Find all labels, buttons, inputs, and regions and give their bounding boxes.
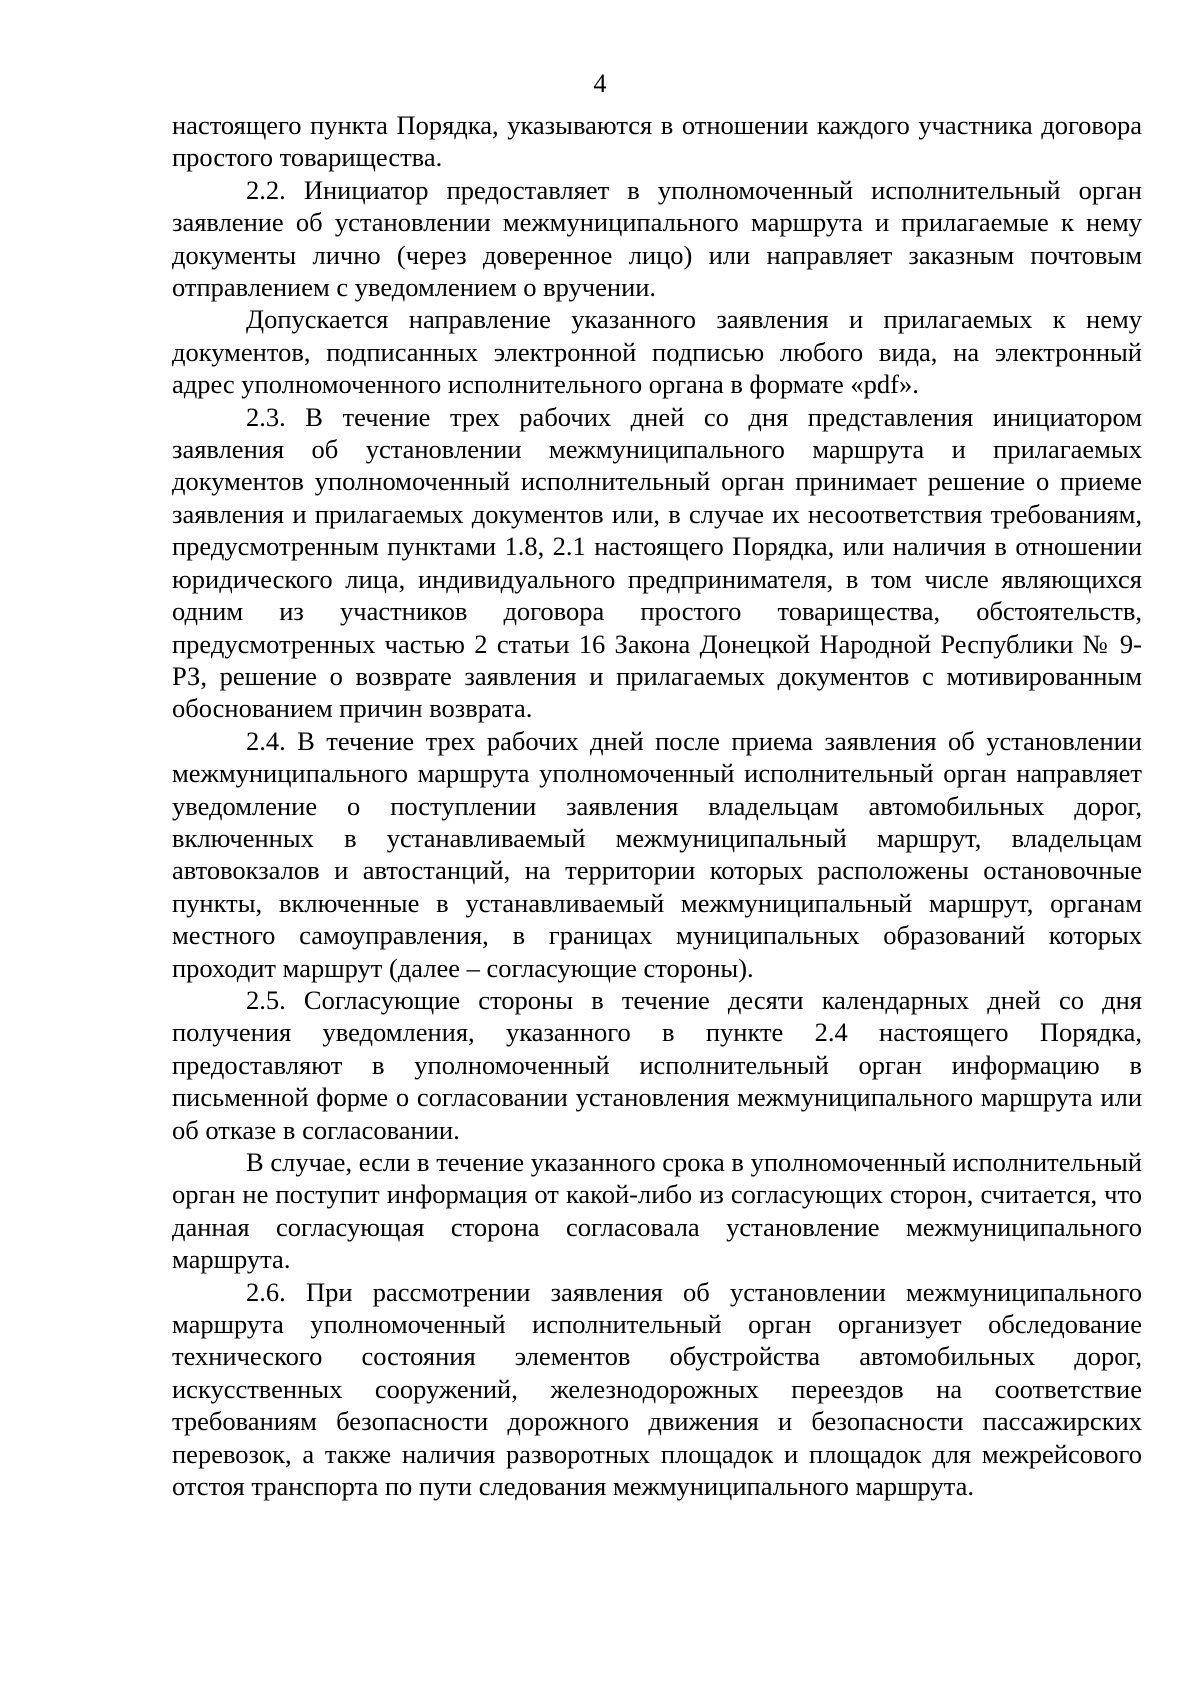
page-number: 4: [593, 69, 607, 98]
paragraph-2-2-electronic: Допускается направление указанного заявления и прилагаемых к нему документов, подписанных электронной подписью любого вида, на электронный адрес уполномоченного исполнительного органа в формате «pdf».: [172, 304, 1142, 400]
document-body: [172, 109, 1142, 1502]
paragraph-2-5-no-response: В случае, если в течение указанного срока в уполномоченный исполнительный орган не поступит информация от какой-либо из согласующих сторон, считается, что данная согласующая сторона согласовала установление межмуниципального маршрута.: [172, 1147, 1142, 1275]
paragraph-continuation: настоящего пункта Порядка, указываются в отношении каждого участника договора простого товарищества.: [172, 110, 1142, 173]
paragraph-2-3: 2.3. В течение трех рабочих дней со дня представления инициатором заявления об установлении межмуниципального маршрута и прилагаемых документов уполномоченный исполнительный орган принимает решение о приеме заявления и прилагаемых документов или, в случае их несоответствия требованиям, предусмотренным пунктами 1.8, 2.1 настоящего Порядка, или наличия в отношении юридического лица, индивидуального предпринимателя, в том числе являющихся одним из участников договора простого товарищества, обстоятельств, предусмотренных частью 2 статьи 16 Закона Донецкой Народной Республики № 9-РЗ, решение о возврате заявления и прилагаемых документов с мотивированным обоснованием причин возврата.: [172, 401, 1142, 724]
paragraph-2-2: 2.2. Инициатор предоставляет в уполномоченный исполнительный орган заявление об установлении межмуниципального маршрута и прилагаемые к нему документы лично (через доверенное лицо) или направляет заказным почтовым отправлением с уведомлением о вручении.: [172, 174, 1142, 303]
paragraph-2-6: 2.6. При рассмотрении заявления об установлении межмуниципального маршрута уполномоченный исполнительный орган организует обследование технического состояния элементов обустройства автомобильных дорог, искусственных сооружений, железнодорожных переездов на соответствие требованиям безопасности дорожного движения и безопасности пассажирских перевозок, а также наличия разворотных площадок и площадок для межрейсового отстоя транспорта по пути следования межмуниципального маршрута.: [172, 1276, 1142, 1502]
paragraph-2-5: 2.5. Согласующие стороны в течение десяти календарных дней со дня получения уведомления, указанного в пункте 2.4 настоящего Порядка, предоставляют в уполномоченный исполнительный орган информацию в письменной форме о согласовании установления межмуниципального маршрута или об отказе в согласовании.: [172, 984, 1142, 1145]
paragraph-2-4: 2.4. В течение трех рабочих дней после приема заявления об установлении межмуниципального маршрута уполномоченный исполнительный орган направляет уведомление о поступлении заявления владельцам автомобильных дорог, включенных в устанавливаемый межмуниципальный маршрут, владельцам автовокзалов и автостанций, на территории которых расположены остановочные пункты, включенные в устанавливаемый межмуниципальный маршрут, органам местного самоуправления, в границах муниципальных образований которых проходит маршрут (далее – согласующие стороны).: [172, 725, 1142, 983]
